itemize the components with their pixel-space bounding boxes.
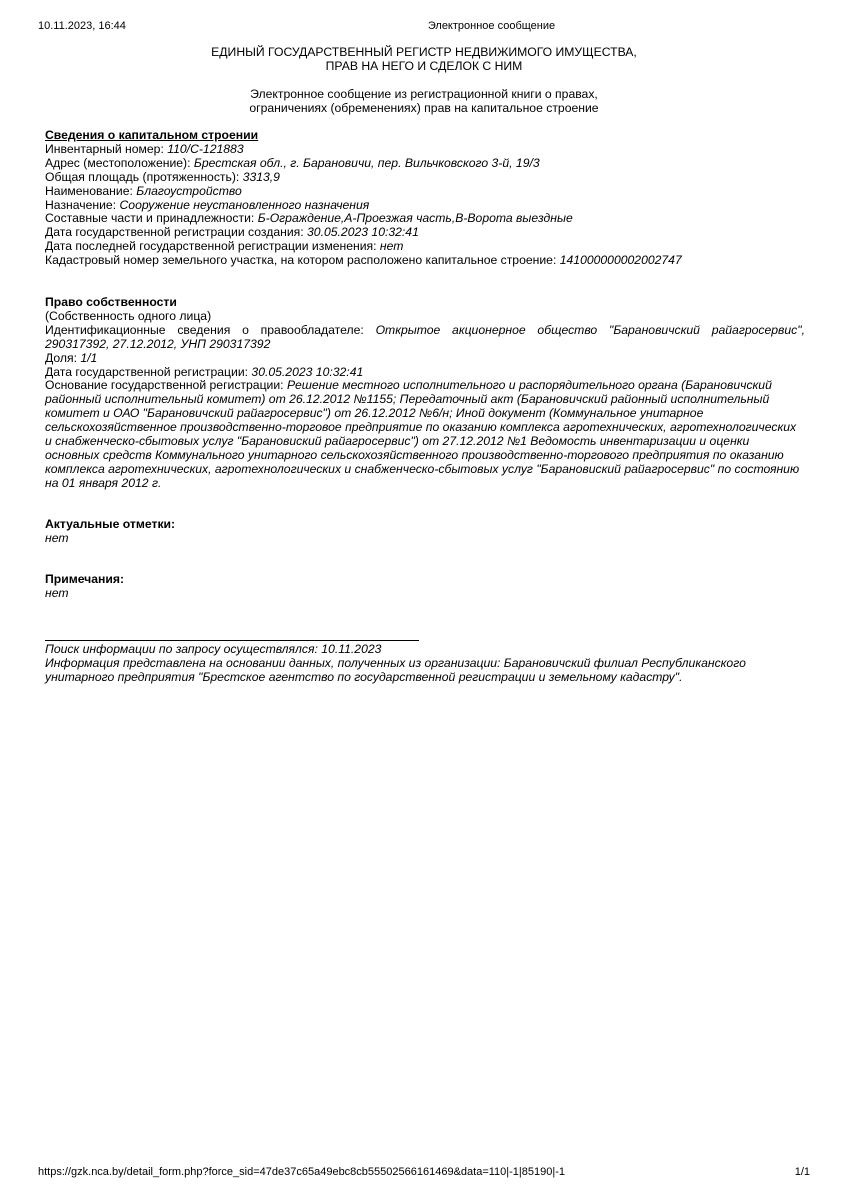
source-info: Информация представлена на основании данных, полученных из организации: Барановичский филиал Республиканского унитарного предприятия "Брестское агентство по государственной регистрации и земельному кадастру".: [45, 655, 746, 684]
building-field-value: 110/C-121883: [167, 141, 244, 156]
reg-date-label: Дата государственной регистрации:: [45, 364, 252, 379]
building-field-value: нет: [379, 239, 404, 254]
ownership-section: [45, 296, 805, 491]
print-datetime: 10.11.2023, 16:44: [38, 20, 126, 32]
building-field-value: 30.05.2023 10:32:41: [307, 225, 419, 240]
building-field-label: Назначение:: [45, 197, 120, 212]
building-field: [45, 226, 805, 240]
print-doc-title: Электронное сообщение: [427, 20, 556, 32]
holder-label: Идентификационные сведения о правообладателе:: [45, 322, 376, 337]
search-date: Поиск информации по запросу осуществлялся: 10.11.2023: [45, 642, 382, 656]
building-field: [45, 240, 805, 254]
building-field: [45, 171, 805, 185]
building-field-value: Брестская обл., г. Барановичи, пер. Вильчковского 3-й, 19/3: [193, 155, 540, 170]
share-label: Доля:: [45, 350, 81, 365]
building-field: [45, 157, 805, 171]
divider: [45, 640, 419, 641]
basis-value: Решение местного исполнительного и распорядительного органа (Барановичский районный исполнительный комитет) от 26.12.2012 №1155; Передаточный акт (Барановичский районный исполнительный комитет и ОАО "Барановичский райагросервис") от 26.12.2012 №6/н; Иной документ (Коммунальное унитарное сельскохозяйственное производственно-торговое предприятие по оказанию комплекса агротехнических, агротехнологических и снабженческо-сбытовых услуг "Барановиский райагросервис") от 27.12.2012 №1 Ведомость инвентаризации и оценки основных средств Коммунального унитарного сельскохозяйственного производственно-торгового предприятия по оказанию комплекса агротехнических, агротехнологических и снабженческо-сбытовых услуг "Барановиский райагросервис" по состоянию на 01 января 2012 г.: [45, 378, 800, 490]
register-title: [0, 45, 848, 73]
building-field-label: Дата государственной регистрации создания:: [45, 225, 308, 240]
building-field-value: Благоустройство: [136, 183, 242, 198]
building-field-label: Кадастровый номер земельного участка, на котором расположено капитальное строение:: [45, 253, 560, 268]
building-field-label: Дата последней государственной регистрации изменения:: [45, 239, 380, 254]
building-field-label: Инвентарный номер:: [45, 141, 168, 156]
current-marks-section: [45, 518, 805, 546]
building-field: [45, 254, 805, 268]
holder-field: [45, 324, 805, 352]
building-heading: Сведения о капитальном строении: [45, 128, 259, 142]
message-subtitle-line2: ограничениях (обременениях) прав на капитальное строение: [249, 101, 599, 115]
building-field: [45, 199, 805, 213]
building-field-label: Наименование:: [45, 183, 137, 198]
building-field-value: Б-Ограждение,А-Проезжая часть,В-Ворота выездные: [257, 211, 573, 226]
notes-value: нет: [45, 585, 69, 600]
reg-date-field: [45, 366, 805, 380]
building-field-label: Составные части и принадлежности:: [45, 211, 258, 226]
page-number: 1/1: [794, 1166, 810, 1178]
holder-value: Открытое акционерное общество "Барановичский райагросервис", 290317392, 27.12.2012, УНП 290317392: [45, 322, 805, 351]
building-field-value: 3313,9: [242, 169, 280, 184]
notes-section: [45, 573, 805, 601]
ownership-type: (Собственность одного лица): [45, 308, 212, 323]
building-field-label: Общая площадь (протяженность):: [45, 169, 243, 184]
register-title-line2: ПРАВ НА НЕГО И СДЕЛОК С НИМ: [325, 59, 523, 73]
register-title-line1: ЕДИНЫЙ ГОСУДАРСТВЕННЫЙ РЕГИСТР НЕДВИЖИМОГО ИМУЩЕСТВА,: [211, 45, 637, 59]
message-subtitle: [0, 87, 848, 115]
building-field-label: Адрес (местоположение):: [45, 155, 194, 170]
notes-heading: Примечания:: [45, 572, 125, 586]
building-field-value: 141000000002002747: [559, 253, 682, 268]
building-section: [45, 129, 805, 268]
footer-info: [45, 643, 805, 685]
reg-date-value: 30.05.2023 10:32:41: [251, 364, 364, 379]
basis-label: Основание государственной регистрации:: [45, 378, 287, 393]
building-field: [45, 212, 805, 226]
building-field: [45, 185, 805, 199]
current-marks-heading: Актуальные отметки:: [45, 517, 176, 531]
basis-field: [45, 379, 805, 490]
building-field: [45, 143, 805, 157]
message-subtitle-line1: Электронное сообщение из регистрационной книги о правах,: [250, 87, 598, 101]
building-fields: [45, 143, 805, 268]
share-value: 1/1: [80, 350, 98, 365]
share-field: [45, 352, 805, 366]
current-marks-value: нет: [45, 530, 69, 545]
ownership-heading: Право собственности: [45, 295, 177, 309]
building-field-value: Сооружение неустановленного назначения: [119, 197, 370, 212]
page-url-link[interactable]: https://gzk.nca.by/detail_form.php?force_sid=47de37c65a49ebc8cb55502566161469&data=110|-1|85190|-1: [38, 1166, 565, 1178]
